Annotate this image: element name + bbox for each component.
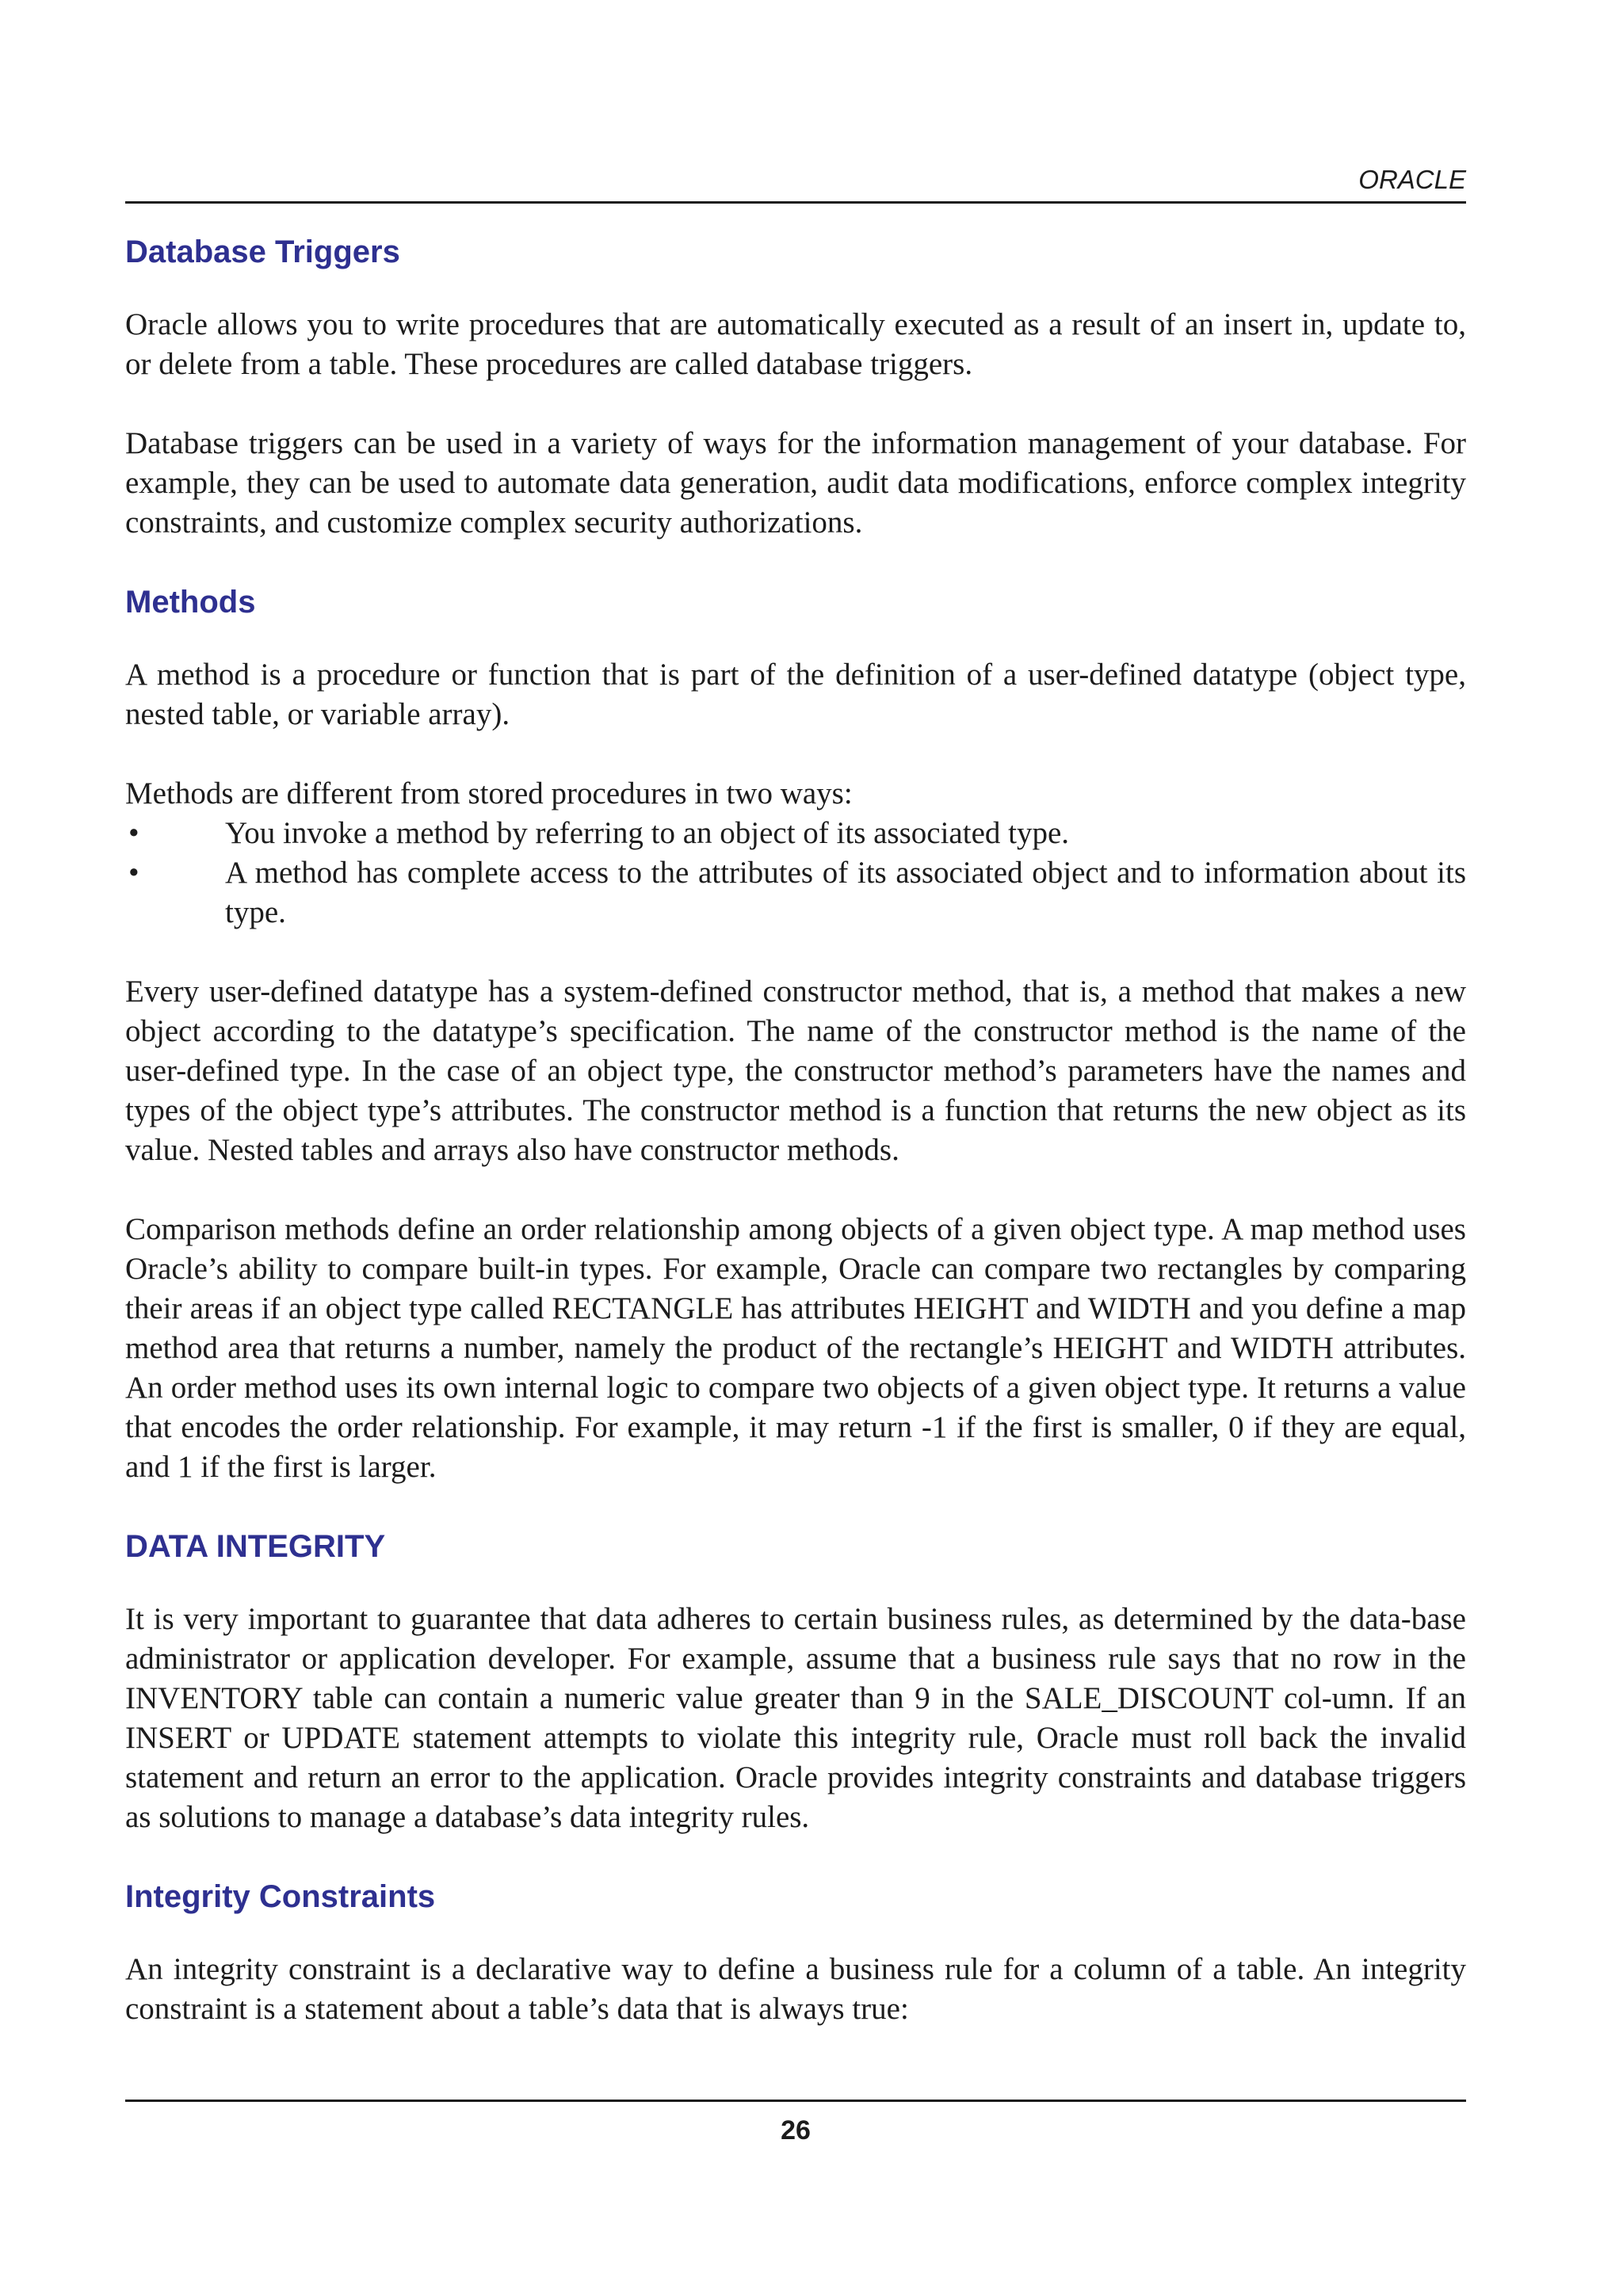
- page-number: 26: [781, 2115, 811, 2145]
- bullet-text: A method has complete access to the attributes of its associated object and to information about its type.: [225, 856, 1466, 929]
- constraints-paragraph-1: An integrity constraint is a declarative way to define a business rule for a column of a table. An integrity constraint is a statement about a table’s data that is always true:: [125, 1952, 1466, 2026]
- triggers-paragraph-1: Oracle allows you to write procedures that are automatically executed as a result of an insert in, update to, or delete from a table. These procedures are called database triggers.: [125, 307, 1466, 381]
- heading-integrity-constraints: Integrity Constraints: [125, 1879, 436, 1914]
- triggers-paragraph-2: Database triggers can be used in a variety of ways for the information management of your database. For example, they can be used to automate data generation, audit data modifications, enforce complex integrity constraints, and customize complex security authorizations.: [125, 426, 1466, 540]
- methods-paragraph-2: Methods are different from stored procedures in two ways:: [125, 776, 853, 810]
- methods-paragraph-3: Every user-defined datatype has a system-defined constructor method, that is, a method that makes a new object according to the datatype’s specification. The name of the constructor method is the name of the user-defined type. In the case of an object type, the constructor method’s parameters have the names and types of the object type’s attributes. The constructor method is a function that returns the new object as its value. Nested tables and arrays also have constructor methods.: [125, 974, 1466, 1167]
- list-item: [125, 853, 1466, 933]
- bullet-text: You invoke a method by referring to an object of its associated type.: [225, 816, 1070, 850]
- header-rule: [125, 201, 1466, 204]
- heading-methods: Methods: [125, 585, 256, 620]
- heading-data-integrity: DATA INTEGRITY: [125, 1529, 386, 1564]
- methods-paragraph-1: A method is a procedure or function that is part of the definition of a user-defined datatype (object type, nested table, or variable array).: [125, 658, 1466, 731]
- bullet-icon: •: [128, 816, 139, 850]
- integrity-paragraph-1: It is very important to guarantee that data adheres to certain business rules, as determined by the data-base administrator or application developer. For example, assume that a business rule says that no row in the INVENTORY table can contain a numeric value greater than 9 in the SALE_DISCOUNT col-umn. If an INSERT or UPDATE statement attempts to violate this integrity rule, Oracle must roll back the invalid statement and return an error to the application. Oracle provides integrity constraints and database triggers as solutions to manage a database’s data integrity rules.: [125, 1602, 1466, 1834]
- methods-bullet-list: [125, 814, 1466, 933]
- list-item: [125, 814, 1466, 853]
- methods-paragraph-4: Comparison methods define an order relationship among objects of a given object type. A map method uses Oracle’s ability to compare built-in types. For example, Oracle can compare two rectangles by comparing their areas if an object type called RECTANGLE has attributes HEIGHT and WIDTH and you define a map method area that returns a number, namely the product of the rectangle’s HEIGHT and WIDTH attributes. An order method uses its own internal logic to compare two objects of a given object type. It returns a value that encodes the order relationship. For example, it may return -1 if the first is smaller, 0 if they are equal, and 1 if the first is larger.: [125, 1212, 1466, 1484]
- running-header: ORACLE: [1358, 165, 1466, 194]
- bullet-icon: •: [128, 856, 139, 890]
- footer-rule: [125, 2100, 1466, 2102]
- heading-database-triggers: Database Triggers: [125, 235, 400, 269]
